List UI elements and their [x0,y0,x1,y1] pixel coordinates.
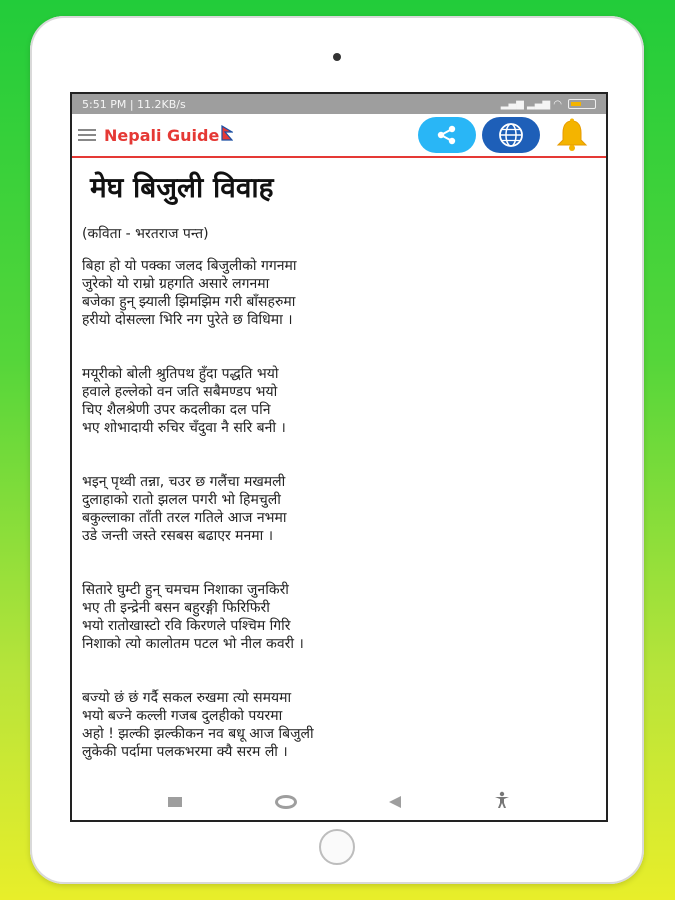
battery-icon [568,99,596,109]
recents-icon[interactable] [168,797,182,807]
app-bar [72,114,606,158]
stanza [82,365,596,437]
home-nav-icon[interactable] [275,795,297,809]
poem-title: मेघ बिजुली विवाह [90,171,274,204]
poem-line: भए ती इन्द्रेनी बसन बहुरङ्गी फिरिफिरी [82,600,270,616]
nepal-flag-icon [221,125,233,145]
poem-line: हवाले हल्लेको वन जति सबैमण्डप भयो [82,384,278,400]
hardware-home-button[interactable] [319,829,355,865]
appbar-actions [418,117,598,153]
share-icon [436,124,458,146]
poem-line: निशाको त्यो कालोतम पटल भो नील कवरी । [82,636,304,652]
stanza [82,473,596,545]
poem-line: भयो बज्ने कल्ली गजब दुलहीको पयरमा [82,708,283,724]
poem-line: सितारे घुम्टी हुन् चमचम निशाका जुनकिरी [82,582,289,598]
poem-line: बकुल्लाका ताँती तरल गतिले आज नभमा [82,510,287,526]
device-screen [70,92,608,822]
status-icons [501,99,596,110]
notification-button[interactable] [546,117,598,153]
poem-line: भयो रातोखास्टो रवि किरणले पश्चिम गिरि [82,618,291,634]
poem-line: बजेका हुन् झ्याली झिमझिम गरी बाँसहरुमा [82,294,296,310]
poem-line: जुरेको यो राम्रो ग्रहगति असारे लगनमा [82,276,270,292]
signal-icon: ▂▄▆ ▂▄▆ ◠ [500,98,562,110]
accessibility-icon[interactable] [494,791,510,814]
status-bar [72,94,606,114]
status-time: 5:51 PM | 11.2KB/s [82,97,186,111]
stanza [82,689,596,761]
menu-icon[interactable] [78,129,96,141]
poem-line: अहो ! झल्की झल्कीकन नव बधू आज बिजुली [82,726,314,742]
poem-line: हरीयो दोसल्ला भिरि नग पुरेते छ विधिमा । [82,312,293,328]
poem-line: बज्यो छं छं गर्दै सकल रुखमा त्यो समयमा [82,690,292,706]
globe-button[interactable] [482,117,540,153]
poem-line: उडे जन्ती जस्ते रसबस बढाएर मनमा । [82,528,274,544]
camera-dot [333,53,341,61]
poem-line: मयूरीको बोली श्रुतिपथ हुँदा पद्धति भयो [82,366,279,382]
poem-line: भए शोभादायी रुचिर चँदुवा नै सरि बनी । [82,420,286,436]
bell-icon [554,118,590,152]
share-button[interactable] [418,117,476,153]
poem-line: भइन् पृथ्वी तन्ना, चउर छ गलैंचा मखमली [82,474,286,490]
poem-line: चिए शैलश्रेणी उपर कदलीका दल पनि [82,402,271,418]
back-icon[interactable] [389,796,401,808]
poem-content [72,158,606,761]
poem-line: बिहा हो यो पक्का जलद बिजुलीको गगनमा [82,258,297,274]
poem-author: (कविता - भरतराज पन्त) [82,226,209,242]
tablet-frame [30,16,644,884]
poem-line: दुलाहाको रातो झलल पगरी भो हिमचुली [82,492,281,508]
app-title: Nepali Guide [104,125,220,145]
stanza [82,257,596,329]
system-nav-bar [72,784,606,820]
globe-icon [498,122,524,148]
stanza [82,581,596,653]
poem-line: लुकेकी पर्दामा पलकभरमा क्यै सरम ली । [82,744,288,760]
